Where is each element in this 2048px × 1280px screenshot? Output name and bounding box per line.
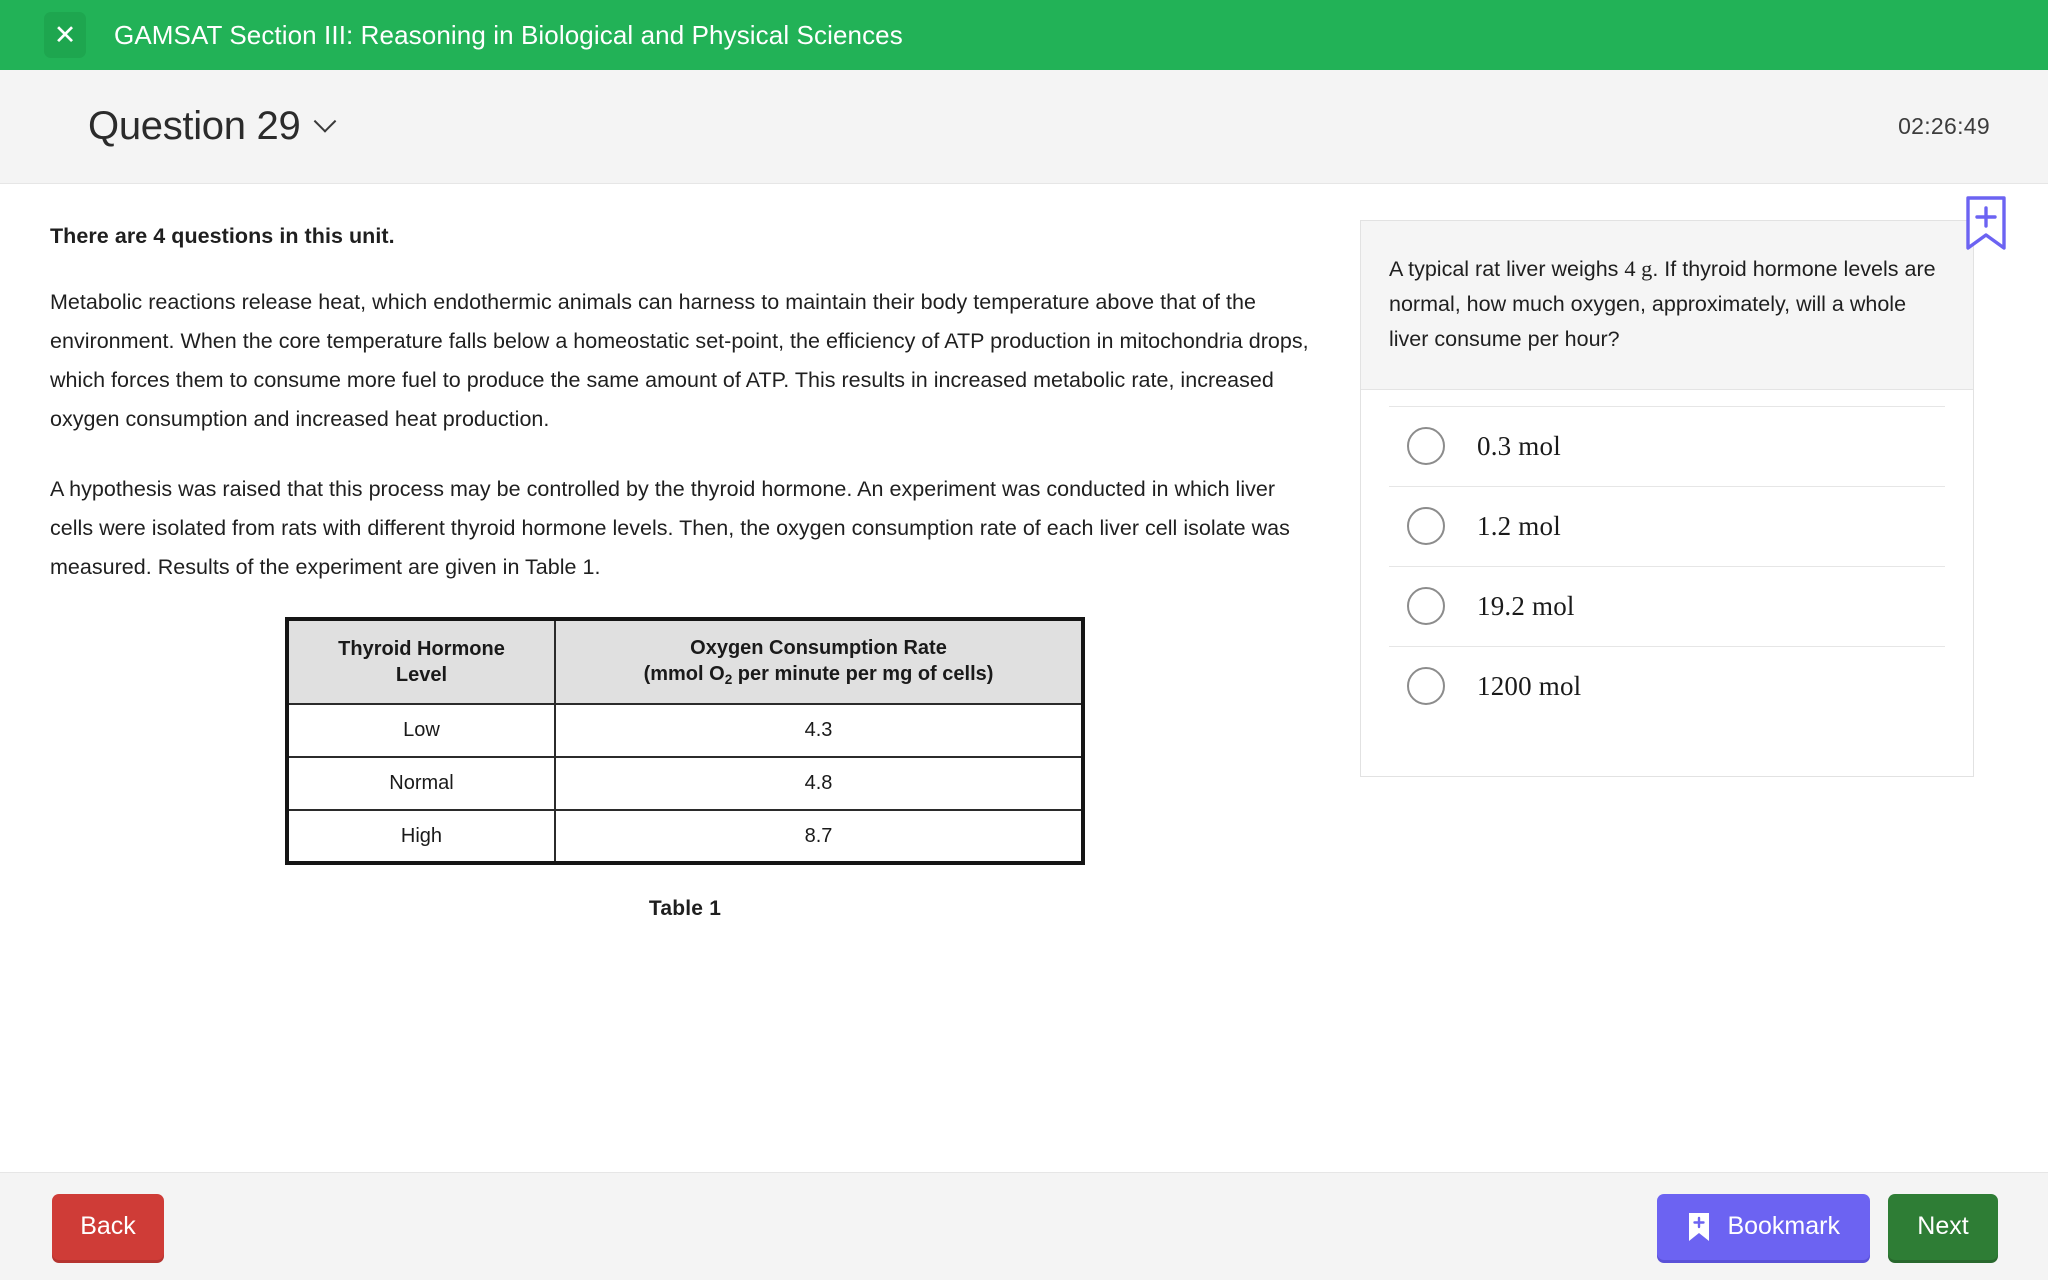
results-table <box>285 617 1085 865</box>
question-column <box>1360 212 2000 1172</box>
question-bar <box>0 70 2048 184</box>
passage-paragraph-1: Metabolic reactions release heat, which endothermic animals can harness to maintain their body temperature above that of the environment. When the core temperature falls below a homeostatic set-point, the efficiency of ATP production in mitochondria drops, which forces them to consume more fuel to produce the same amount of ATP. This results in increased metabolic rate, increased oxygen consumption and increased heat production. <box>50 290 1309 432</box>
table-header-row <box>287 619 1083 704</box>
answer-option-c[interactable] <box>1389 566 1945 646</box>
back-button[interactable]: Back <box>52 1194 164 1260</box>
table-header-unit-pre: (mmol O <box>643 663 725 686</box>
table-header-line2: Level <box>395 663 448 686</box>
page-title: Question 29 <box>88 104 301 148</box>
main-content <box>0 184 2048 1172</box>
table-header-oxygen-rate <box>555 619 1083 704</box>
table-row <box>287 757 1083 810</box>
bookmark-button-label: Bookmark <box>1727 1212 1840 1240</box>
option-label-c: 19.2 mol <box>1477 590 1575 621</box>
radio-button-b[interactable] <box>1407 507 1445 545</box>
question-stem <box>1361 221 1973 390</box>
radio-button-a[interactable] <box>1407 427 1445 465</box>
table-header-thyroid-level <box>287 619 555 704</box>
radio-button-d[interactable] <box>1407 667 1445 705</box>
answer-options-list <box>1361 390 1973 776</box>
bookmark-icon <box>1687 1212 1711 1242</box>
stem-text-pre: A typical rat liver weighs <box>1389 257 1625 281</box>
passage-column <box>50 212 1320 1172</box>
chevron-down-icon[interactable] <box>314 110 337 133</box>
table-body <box>287 704 1083 863</box>
next-button[interactable]: Next <box>1888 1194 1998 1260</box>
bookmark-add-icon[interactable] <box>1963 195 2009 253</box>
option-label-d: 1200 mol <box>1477 670 1582 701</box>
question-panel <box>1360 220 1974 777</box>
answer-option-b[interactable] <box>1389 486 1945 566</box>
subscript-two: 2 <box>724 672 733 688</box>
passage-paragraph-2: A hypothesis was raised that this process may be controlled by the thyroid hormone. An experiment was conducted in which liver cells were isolated from rats with different thyroid hormone levels. Then, the oxygen consumption rate of each liver cell isolate was measured. Results of the experiment are given in Table 1. <box>50 476 1290 579</box>
cell-rate: 4.3 <box>555 704 1083 757</box>
table-figure <box>50 617 1320 921</box>
unit-note: There are 4 questions in this unit. <box>50 224 395 248</box>
cell-level: Normal <box>287 757 555 810</box>
table-row <box>287 810 1083 863</box>
option-label-b: 1.2 mol <box>1477 510 1561 541</box>
table-header-line1: Oxygen Consumption Rate <box>690 636 947 659</box>
table-row <box>287 704 1083 757</box>
cell-level: Low <box>287 704 555 757</box>
footer-bar <box>0 1172 2048 1280</box>
answer-option-a[interactable] <box>1389 406 1945 486</box>
radio-button-c[interactable] <box>1407 587 1445 625</box>
cell-rate: 8.7 <box>555 810 1083 863</box>
table-header-unit-post: per minute per mg of cells) <box>732 663 994 686</box>
stem-text-post: . If thyroid hormone levels are normal, how much oxygen, approximately, will a whole liver consume per hour? <box>1389 257 1936 352</box>
question-selector[interactable] <box>88 104 333 149</box>
footer-actions <box>1657 1194 1998 1260</box>
option-label-a: 0.3 mol <box>1477 430 1561 461</box>
bookmark-button[interactable] <box>1657 1194 1870 1260</box>
table-caption: Table 1 <box>648 897 722 920</box>
countdown-timer: 02:26:49 <box>1898 113 1990 139</box>
close-icon[interactable]: ✕ <box>44 12 86 58</box>
answer-option-d[interactable] <box>1389 646 1945 726</box>
stem-math-value: 4 g <box>1624 256 1653 281</box>
exam-title: GAMSAT Section III: Reasoning in Biological and Physical Sciences <box>114 19 903 50</box>
cell-level: High <box>287 810 555 863</box>
cell-rate: 4.8 <box>555 757 1083 810</box>
table-header-line1: Thyroid Hormone <box>338 637 505 660</box>
top-header-bar <box>0 0 2048 70</box>
